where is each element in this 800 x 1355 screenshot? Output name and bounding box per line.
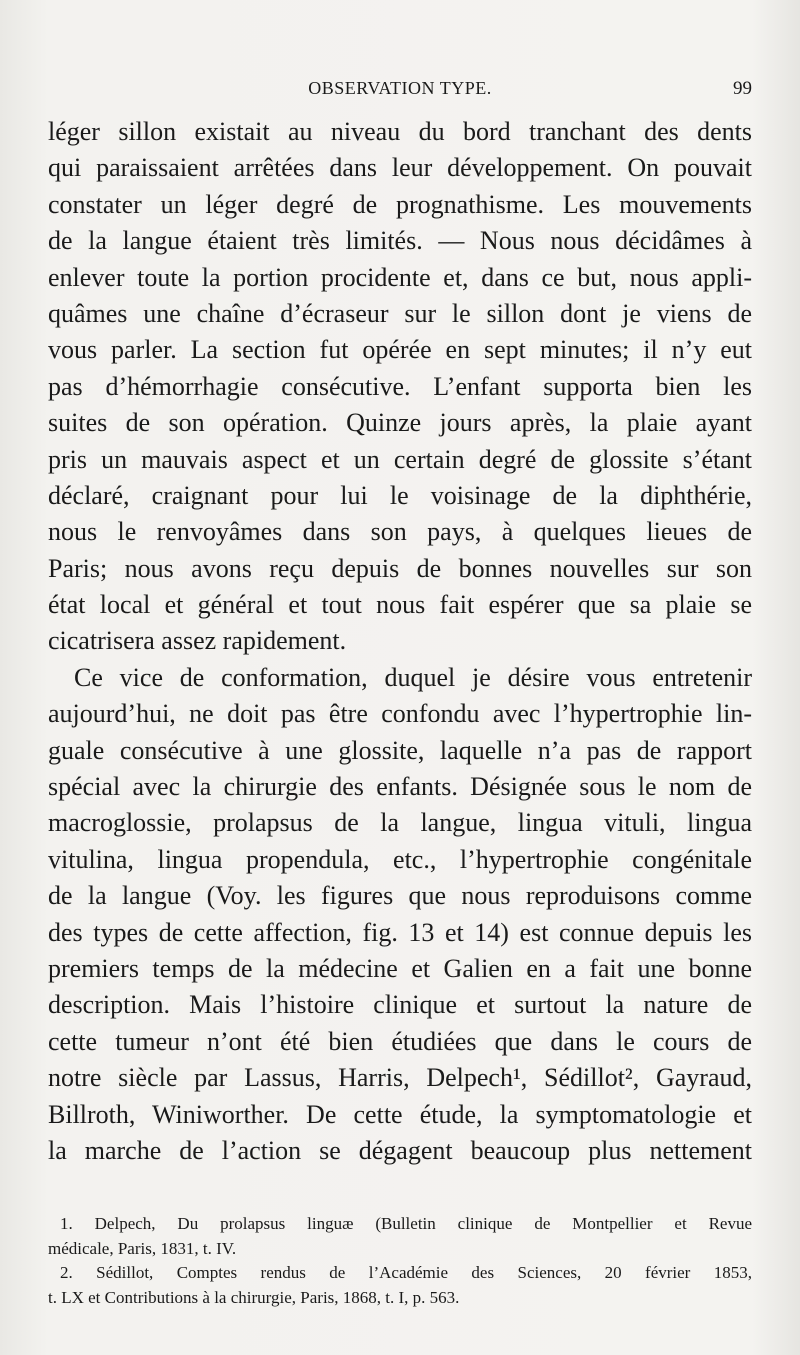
text-line: Paris; nous avons reçu depuis de bonnes nouvelles sur son bbox=[48, 553, 752, 583]
text-line: des types de cette affection, fig. 13 et 14) est connue depuis les bbox=[48, 917, 752, 947]
page-number: 99 bbox=[733, 78, 752, 99]
paragraph-start-line: Ce vice de conformation, duquel je désire vous entretenir bbox=[74, 662, 752, 692]
text-line: la marche de l’action se dégagent beaucoup plus nettement bbox=[48, 1135, 752, 1165]
text-line: enlever toute la portion procidente et, dans ce but, nous appli- bbox=[48, 262, 752, 292]
text-line: Billroth, Winiworther. De cette étude, la symptomatologie et bbox=[48, 1099, 752, 1129]
text-line: quâmes une chaîne d’écraseur sur le sillon dont je viens de bbox=[48, 298, 752, 328]
text-line: déclaré, craignant pour lui le voisinage de la diphthérie, bbox=[48, 480, 752, 510]
footnote-line: 1. Delpech, Du prolapsus linguæ (Bulletin clinique de Montpellier et Revue bbox=[60, 1214, 752, 1233]
footnote-line: médicale, Paris, 1831, t. IV. bbox=[48, 1238, 237, 1258]
footnote-line: 2. Sédillot, Comptes rendus de l’Académie des Sciences, 20 février 1853, bbox=[60, 1263, 752, 1282]
text-line: description. Mais l’histoire clinique et surtout la nature de bbox=[48, 990, 752, 1020]
footnotes bbox=[48, 1212, 752, 1310]
text-line: vitulina, lingua propendula, etc., l’hypertrophie congénitale bbox=[48, 844, 752, 874]
text-line: léger sillon existait au niveau du bord tranchant des dents bbox=[48, 117, 752, 146]
running-head bbox=[48, 78, 752, 104]
text-line: pris un mauvais aspect et un certain degré de glossite s’étant bbox=[48, 444, 752, 474]
text-line: vous parler. La section fut opérée en sept minutes; il n’y eut bbox=[48, 335, 752, 365]
text-line: notre siècle par Lassus, Harris, Delpech¹, Sédillot², Gayraud, bbox=[48, 1063, 752, 1093]
text-line: de la langue (Voy. les figures que nous reproduisons comme bbox=[48, 881, 752, 911]
text-line: guale consécutive à une glossite, laquelle n’a pas de rapport bbox=[48, 735, 752, 765]
text-line: spécial avec la chirurgie des enfants. Désignée sous le nom de bbox=[48, 772, 752, 802]
text-line: premiers temps de la médecine et Galien en a fait une bonne bbox=[48, 953, 752, 983]
running-title: OBSERVATION TYPE. bbox=[308, 78, 492, 98]
text-line: cicatrisera assez rapidement. bbox=[48, 626, 347, 656]
text-line: de la langue étaient très limités. — Nous nous décidâmes à bbox=[48, 226, 752, 256]
body-text bbox=[48, 114, 752, 1169]
text-line: qui paraissaient arrêtées dans leur développement. On pouvait bbox=[48, 153, 752, 183]
footnote-line: t. LX et Contributions à la chirurgie, Paris, 1868, t. I, p. 563. bbox=[48, 1287, 460, 1307]
text-line: nous le renvoyâmes dans son pays, à quelques lieues de bbox=[48, 517, 752, 547]
text-line: suites de son opération. Quinze jours après, la plaie ayant bbox=[48, 408, 752, 438]
text-line: constater un léger degré de prognathisme. Les mouvements bbox=[48, 189, 752, 219]
text-line: aujourd’hui, ne doit pas être confondu avec l’hypertrophie lin- bbox=[48, 699, 752, 729]
text-line: pas d’hémorrhagie consécutive. L’enfant supporta bien les bbox=[48, 371, 752, 401]
text-line: cette tumeur n’ont été bien étudiées que dans le cours de bbox=[48, 1026, 752, 1056]
text-line: macroglossie, prolapsus de la langue, lingua vituli, lingua bbox=[48, 808, 752, 838]
text-line: état local et général et tout nous fait espérer que sa plaie se bbox=[48, 590, 752, 620]
